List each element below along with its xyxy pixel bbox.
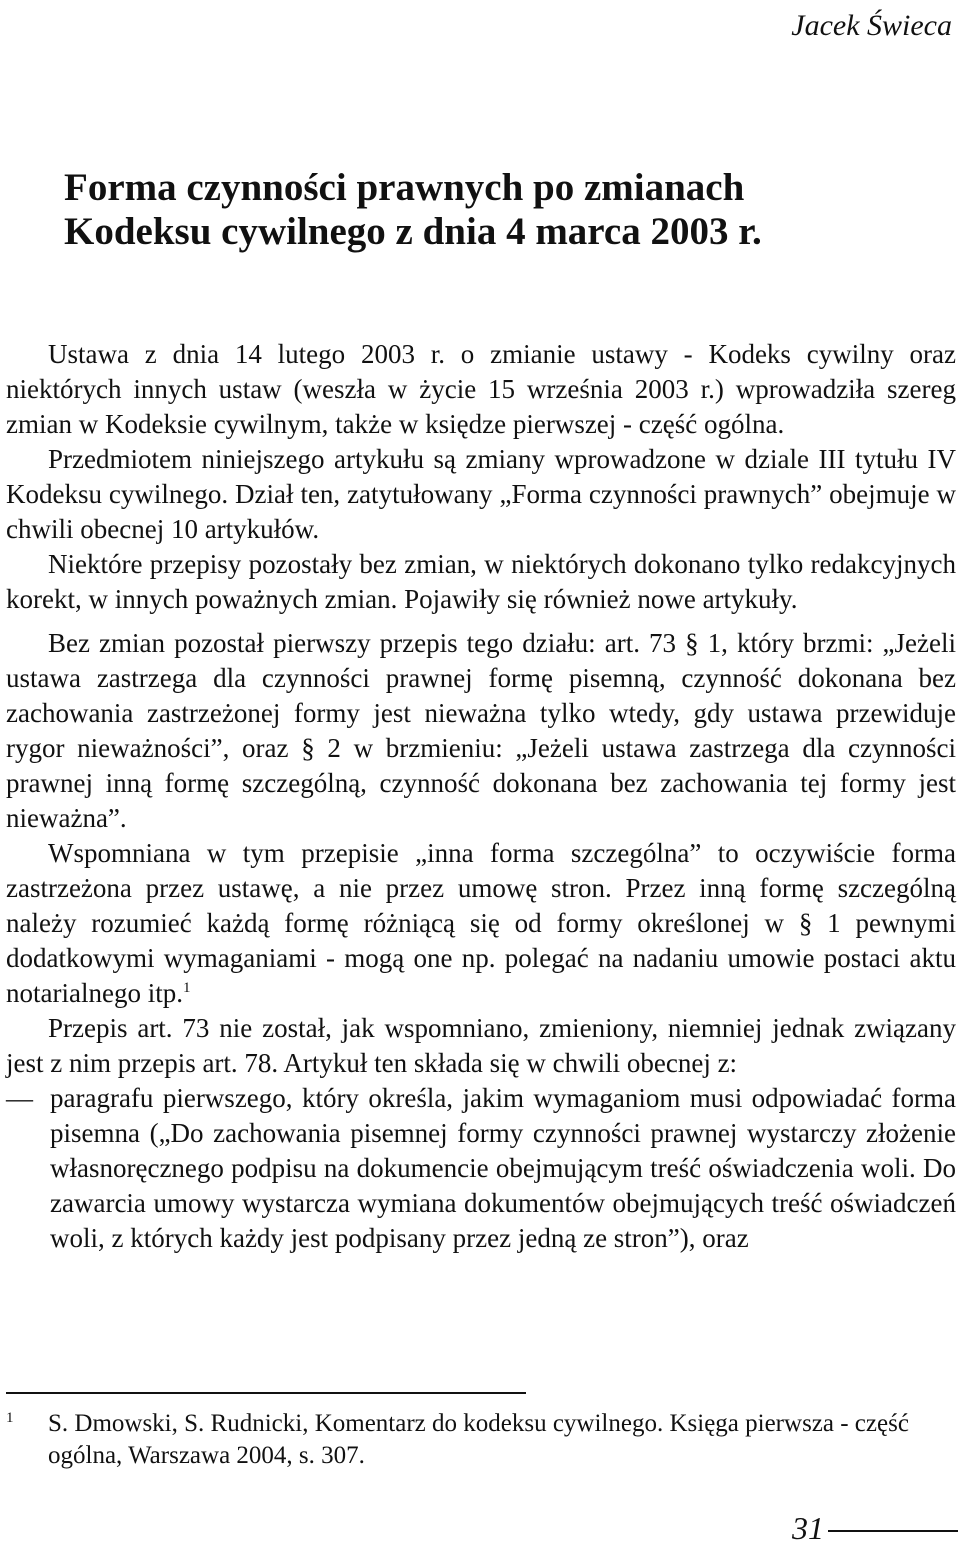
paragraph-changes: Niektóre przepisy pozostały bez zmian, w niektórych dokonano tylko redakcyjnych korekt, w innych poważnych zmian. Pojawiły się również nowe artykuły. (6, 549, 956, 614)
paragraph-special-form (6, 836, 956, 1011)
footnote (6, 1408, 956, 1472)
article-title-line-2: Kodeksu cywilnego z dnia 4 marca 2003 r. (64, 210, 762, 253)
footnote-reference: 1 (182, 980, 191, 996)
paragraph-subject: Przedmiotem niniejszego artykułu są zmiany wprowadzone w dziale III tytułu IV Kodeksu cywilnego. Dział ten, zatytułowany „Forma czynności prawnych” obejmuje w chwili obecnej 10 artykułów. (6, 444, 956, 544)
running-header-author: Jacek Świeca (791, 9, 952, 42)
paragraph-special-form-text: Wspomniana w tym przepisie „inna forma szczególna” to oczywiście forma zastrzeżona przez ustawę, a nie przez umowę stron. Przez inną formę szczególną należy rozumieć każdą formę różniącą się od formy określonej w § 1 pewnymi dodatkowymi wymaganiami - mogą one np. polegać na nadaniu umowie postaci aktu notarialnego itp. (6, 838, 956, 1008)
paragraph-art-78: Przepis art. 73 nie został, jak wspomniano, zmieniony, niemniej jednak związany jest z nim przepis art. 78. Artykuł ten składa się w chwili obecnej z: (6, 1013, 956, 1078)
page-number-rule (828, 1530, 958, 1532)
article-title-line-1: Forma czynności prawnych po zmianach (64, 166, 745, 209)
footnote-row (6, 1408, 956, 1472)
list-item (6, 1081, 956, 1256)
list-item-text: paragrafu pierwszego, który określa, jakim wymaganiom musi odpowiadać forma pisemna („Do zachowania pisemnej formy czynności prawnej wystarczy złożenie własnoręcznego podpisu na dokumencie obejmującym treść oświadczenia woli. Do zawarcia umowy wystarcza wymiana dokumentów obejmujących treść oświadczeń woli, z których każdy jest podpisany przez jedną ze stron”), oraz (50, 1083, 956, 1253)
list-dash: — (6, 1083, 33, 1113)
page-number-block (792, 1510, 958, 1546)
article-title (64, 166, 924, 254)
footnote-number: 1 (6, 1410, 14, 1426)
page-number: 31 (792, 1510, 824, 1546)
footnote-divider (6, 1392, 526, 1394)
paragraph-intro: Ustawa z dnia 14 lutego 2003 r. o zmianie ustawy - Kodeks cywilny oraz niektórych innych ustaw (weszła w życie 15 września 2003 r.) wprowadziła szereg zmian w Kodeksie cywilnym, także w księdze pierwszej - część ogólna. (6, 339, 956, 439)
paragraph-art-73: Bez zmian pozostał pierwszy przepis tego działu: art. 73 § 1, który brzmi: „Jeżeli ustawa zastrzega dla czynności prawnej formę pisemną, czynność dokonana bez zachowania zastrzeżonej formy jest nieważna tylko wtedy, gdy ustawa przewiduje rygor nieważności”, oraz § 2 w brzmieniu: „Jeżeli ustawa zastrzega dla czynności prawnej inną formę szczególną, czynność dokonana bez zachowania tej formy jest nieważna”. (6, 628, 956, 833)
article-body (6, 337, 956, 1256)
footnote-text: S. Dmowski, S. Rudnicki, Komentarz do kodeksu cywilnego. Księga pierwsza - część ogólna, Warszawa 2004, s. 307. (48, 1410, 909, 1469)
